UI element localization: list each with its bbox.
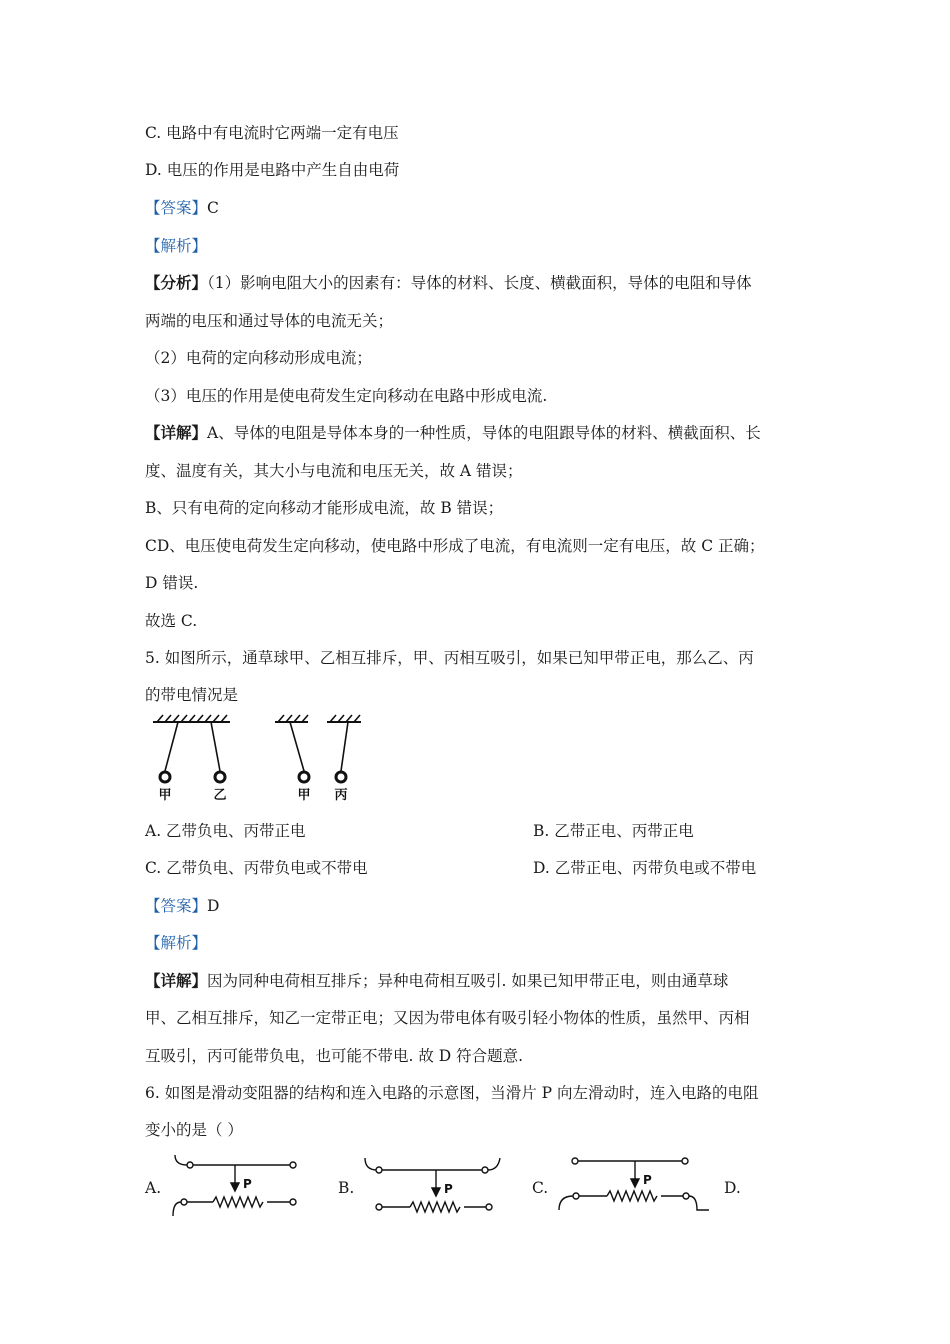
q6-label-a: A. — [145, 1179, 162, 1197]
detail-tag: 【详解】 — [145, 423, 208, 442]
answer-value: D — [207, 897, 220, 915]
q5-detail-1 — [145, 970, 728, 992]
rheostat-b — [360, 1150, 515, 1222]
q4-option-c: C. 电路中有电流时它两端一定有电压 — [145, 124, 399, 142]
ball-jia-2 — [299, 772, 309, 782]
q5-figure — [145, 712, 375, 804]
q5-analysis-tag: 【解析】 — [145, 934, 208, 952]
ceiling-right — [327, 715, 361, 722]
detail-text: 因为同种电荷相互排斥；异种电荷相互吸引. 如果已知甲带正电，则由通草球 — [207, 972, 729, 990]
q5-option-b: B. 乙带正电、丙带正电 — [533, 822, 694, 840]
q4-conclusion: 故选 C. — [145, 612, 198, 630]
q4-fenxi-1b: 两端的电压和通过导体的电流无关； — [145, 312, 394, 330]
q4-detail-b: B、只有电荷的定向移动才能形成电流，故 B 错误； — [145, 499, 504, 517]
q4-option-d: D. 电压的作用是电路中产生自由电荷 — [145, 161, 400, 179]
ball-yi — [215, 772, 225, 782]
q4-fenxi-1a — [145, 272, 752, 294]
q6-stem-1: 6. 如图是滑动变阻器的结构和连入电路的示意图，当滑片 P 向左滑动时，连入电路的电阻 — [145, 1084, 759, 1102]
detail-text: A、导体的电阻是导体本身的一种性质，导体的电阻跟导体的材料、横截面积、长 — [207, 424, 761, 442]
label-jia-1: 甲 — [158, 788, 172, 803]
rheostat-a — [165, 1150, 315, 1222]
q6-stem-2: 变小的是（ ） — [145, 1121, 243, 1139]
q5-detail-3: 互吸引，丙可能带负电，也可能不带电. 故 D 符合题意. — [145, 1047, 524, 1065]
ceiling-mid — [275, 715, 308, 722]
answer-tag: 【答案】 — [145, 199, 208, 217]
label-bing: 丙 — [334, 788, 348, 803]
q4-answer — [145, 197, 219, 219]
q6-label-c: C. — [532, 1179, 549, 1197]
q4-detail-cd1: CD、电压使电荷发生定向移动，使电路中形成了电流，有电流则一定有电压，故 C 正确； — [145, 537, 765, 555]
slider-p-b: P — [444, 1182, 453, 1196]
detail-tag: 【详解】 — [145, 971, 208, 990]
ball-bing — [336, 772, 346, 782]
slider-p-a: P — [243, 1177, 252, 1191]
slider-p-c: P — [643, 1173, 652, 1187]
label-jia-2: 甲 — [297, 788, 311, 803]
fenxi-text: （1）影响电阻大小的因素有：导体的材料、长度、横截面积，导体的电阻和导体 — [207, 274, 752, 292]
label-yi: 乙 — [213, 788, 227, 803]
q5-answer — [145, 895, 219, 917]
q4-detail-a2: 度、温度有关，其大小与电流和电压无关，故 A 错误； — [145, 462, 523, 480]
answer-value: C — [207, 199, 219, 217]
q5-option-d: D. 乙带正电、丙带负电或不带电 — [533, 859, 757, 877]
q5-option-c: C. 乙带负电、丙带负电或不带电 — [145, 859, 368, 877]
q4-detail-a1 — [145, 422, 761, 444]
q4-analysis-tag: 【解析】 — [145, 237, 208, 255]
ceiling-left — [153, 715, 230, 722]
q6-label-b: B. — [338, 1179, 355, 1197]
answer-tag: 【答案】 — [145, 897, 208, 915]
q5-option-a: A. 乙带负电、丙带正电 — [145, 822, 306, 840]
q4-fenxi-3: （3）电压的作用是使电荷发生定向移动在电路中形成电流. — [145, 387, 548, 405]
rheostat-c — [555, 1150, 715, 1222]
pith-balls — [160, 772, 346, 782]
q4-detail-cd2: D 错误. — [145, 574, 199, 592]
fenxi-tag: 【分析】 — [145, 273, 208, 292]
q5-stem-2: 的带电情况是 — [145, 686, 239, 704]
q6-label-d: D. — [724, 1179, 741, 1197]
ball-jia-1 — [160, 772, 170, 782]
strings — [165, 722, 348, 771]
q4-fenxi-2: （2）电荷的定向移动形成电流； — [145, 349, 372, 367]
q5-stem-1: 5. 如图所示，通草球甲、乙相互排斥，甲、丙相互吸引，如果已知甲带正电，那么乙、丙 — [145, 649, 754, 667]
q5-detail-2: 甲、乙相互排斥，知乙一定带正电；又因为带电体有吸引轻小物体的性质，虽然甲、丙相 — [145, 1009, 750, 1027]
